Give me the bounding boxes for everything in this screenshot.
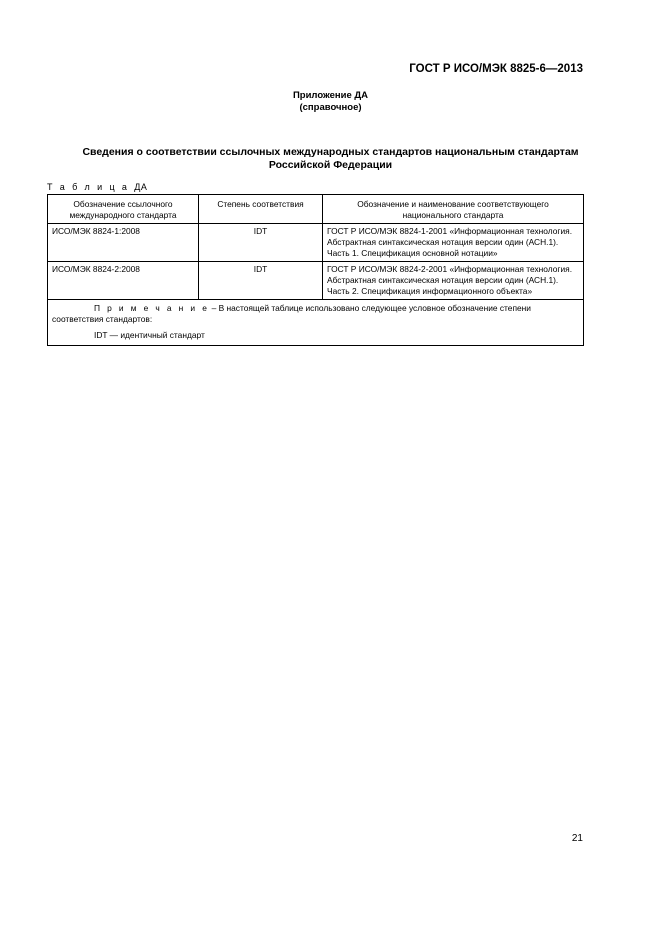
section-title-line1: Сведения о соответствии ссылочных международных стандартов национальным стандартам (82, 146, 579, 158)
table-row (48, 262, 584, 300)
header-intl-standard: Обозначение ссылочного международного стандарта (48, 195, 199, 224)
page-number: 21 (571, 833, 583, 844)
header-national-standard: Обозначение и наименование соответствующего национального стандарта (323, 195, 584, 224)
standard-code: ГОСТ Р ИСО/МЭК 8825-6—2013 (409, 63, 583, 75)
cell-national-standard: ГОСТ Р ИСО/МЭК 8824-1-2001 «Информационная технология. Абстрактная синтаксическая нотация версии один (АСН.1). Часть 1. Спецификация основной нотации» (323, 224, 584, 262)
header-degree: Степень соответствия (199, 195, 323, 224)
table-note (48, 300, 584, 346)
note-text: – В настоящей таблице использовано следующее условное обозначение степени соответствия стандартов: (52, 303, 531, 324)
note-paragraph (52, 303, 579, 325)
table-label-id: ДА (134, 182, 148, 192)
table-label-word: Т а б л и ц а (47, 182, 130, 192)
cell-degree: IDT (199, 224, 323, 262)
appendix-title: Приложение ДА (292, 90, 369, 101)
table-header-row (48, 195, 584, 224)
section-title-line2: Российской Федерации (268, 159, 393, 171)
cell-degree: IDT (199, 262, 323, 300)
cell-intl-standard: ИСО/МЭК 8824-1:2008 (48, 224, 199, 262)
appendix-heading (0, 90, 661, 114)
table-label (47, 182, 147, 192)
cell-national-standard: ГОСТ Р ИСО/МЭК 8824-2-2001 «Информационная технология. Абстрактная синтаксическая нотация версии один (АСН.1). Часть 2. Спецификация информационного объекта» (323, 262, 584, 300)
note-label: П р и м е ч а н и е (94, 303, 210, 313)
cell-intl-standard: ИСО/МЭК 8824-2:2008 (48, 262, 199, 300)
appendix-subtitle: (справочное) (299, 102, 362, 113)
note-idt-line: IDT — идентичный стандарт (94, 330, 205, 340)
table-note-row (48, 300, 584, 346)
correspondence-table (47, 194, 584, 346)
table-row (48, 224, 584, 262)
section-title (47, 146, 614, 172)
